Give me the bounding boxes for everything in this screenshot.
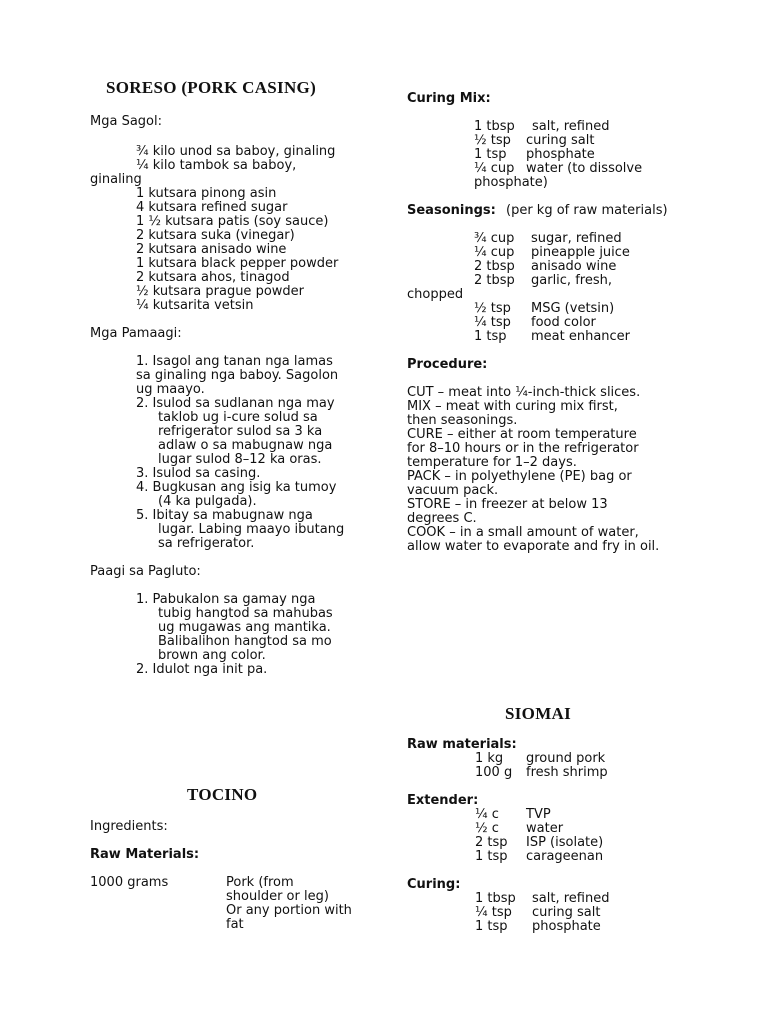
soreso-step: sa refrigerator. (158, 536, 255, 551)
soreso-ingredients-label: Mga Sagol: (90, 114, 162, 129)
procedure-line: vacuum pack. (407, 483, 499, 498)
soreso-ingredient: ¼ kutsarita vetsin (136, 298, 254, 313)
siomai-extender-qty: 2 tsp (475, 835, 508, 850)
procedure-label: Procedure: (407, 357, 488, 372)
seasonings-note: (per kg of raw materials) (506, 203, 668, 218)
seasoning-wrap: chopped (407, 287, 464, 302)
soreso-step: 4. Bugkusan ang isig ka tumoy (136, 480, 337, 495)
siomai-extender-item: ISP (isolate) (526, 835, 604, 850)
siomai-curing-qty: 1 tsp (475, 919, 508, 934)
siomai-raw-item: ground pork (526, 751, 606, 766)
curing-item: salt, refined (532, 119, 610, 134)
siomai-raw-qty: 1 kg (475, 751, 504, 766)
soreso-step: taklob ug i-cure solud sa (158, 410, 318, 425)
soreso-step: 5. Ibitay sa mabugnaw nga (136, 508, 313, 523)
seasonings-label: Seasonings: (407, 203, 496, 218)
tocino-raw-description: fat (226, 917, 244, 932)
seasoning-item: meat enhancer (531, 329, 631, 344)
seasoning-item: pineapple juice (531, 245, 630, 260)
tocino-ingredients-label: Ingredients: (90, 819, 168, 834)
seasoning-qty: ¼ cup (474, 245, 515, 260)
procedure-line: STORE – in freezer at below 13 (407, 497, 608, 512)
siomai-extender-label: Extender: (407, 793, 479, 808)
siomai-raw-item: fresh shrimp (526, 765, 608, 780)
seasoning-qty: 2 tbsp (474, 259, 515, 274)
curing-qty: ¼ cup (474, 161, 515, 176)
siomai-extender-qty: ½ c (475, 821, 499, 836)
soreso-ingredient: ginaling (90, 172, 142, 187)
soreso-cooking-step: 2. Idulot nga init pa. (136, 662, 268, 677)
seasoning-qty: ¾ cup (474, 231, 515, 246)
soreso-step: 1. Isagol ang tanan nga lamas (136, 354, 333, 369)
seasoning-item: anisado wine (531, 259, 617, 274)
soreso-step: refrigerator sulod sa 3 ka (158, 424, 323, 439)
siomai-extender-qty: 1 tsp (475, 849, 508, 864)
curing-wrap: phosphate) (474, 175, 548, 190)
soreso-title: SORESO (PORK CASING) (106, 78, 317, 97)
soreso-cooking-step: tubig hangtod sa mahubas (158, 606, 333, 621)
tocino-raw-description: shoulder or leg) (226, 889, 329, 904)
siomai-curing-label: Curing: (407, 877, 461, 892)
siomai-curing-qty: ¼ tsp (475, 905, 512, 920)
soreso-cooking-step: Balibalihon hangtod sa mo (158, 634, 332, 649)
siomai-extender-qty: ¼ c (475, 807, 499, 822)
siomai-extender-item: carageenan (526, 849, 604, 864)
soreso-step: adlaw o sa mabugnaw nga (158, 438, 333, 453)
soreso-step: (4 ka pulgada). (158, 494, 257, 509)
soreso-ingredient: 2 kutsara ahos, tinagod (136, 270, 290, 285)
seasoning-item: MSG (vetsin) (531, 301, 615, 316)
soreso-cooking-step: 1. Pabukalon sa gamay nga (136, 592, 316, 607)
tocino-raw-quantity: 1000 grams (90, 875, 169, 890)
soreso-step: 3. Isulod sa casing. (136, 466, 261, 481)
siomai-extender-item: TVP (526, 807, 551, 822)
siomai-raw-label: Raw materials: (407, 737, 517, 752)
soreso-step: ug maayo. (136, 382, 205, 397)
seasoning-item: garlic, fresh, (531, 273, 612, 288)
seasoning-qty: ¼ tsp (474, 315, 511, 330)
curing-item: phosphate (526, 147, 595, 162)
siomai-raw-qty: 100 g (475, 765, 513, 780)
procedure-line: PACK – in polyethylene (PE) bag or (407, 469, 632, 484)
soreso-ingredient: ¾ kilo unod sa baboy, ginaling (136, 144, 336, 159)
tocino-raw-description: Pork (from (226, 875, 294, 890)
seasoning-qty: ½ tsp (474, 301, 511, 316)
soreso-ingredient: 2 kutsara suka (vinegar) (136, 228, 295, 243)
seasoning-qty: 1 tsp (474, 329, 507, 344)
curing-item: curing salt (526, 133, 595, 148)
procedure-line: COOK – in a small amount of water, (407, 525, 639, 540)
curing-qty: 1 tsp (474, 147, 507, 162)
soreso-ingredient: 2 kutsara anisado wine (136, 242, 287, 257)
soreso-ingredient: 1 kutsara pinong asin (136, 186, 277, 201)
soreso-ingredient: ½ kutsara prague powder (136, 284, 304, 299)
siomai-title: SIOMAI (505, 704, 572, 723)
seasoning-item: food color (531, 315, 596, 330)
tocino-raw-description: Or any portion with (226, 903, 352, 918)
procedure-line: allow water to evaporate and fry in oil. (407, 539, 660, 554)
seasoning-item: sugar, refined (531, 231, 622, 246)
procedure-line: MIX – meat with curing mix first, (407, 399, 618, 414)
soreso-step: 2. Isulod sa sudlanan nga may (136, 396, 335, 411)
soreso-ingredient: ¼ kilo tambok sa baboy, (136, 158, 297, 173)
siomai-curing-item: curing salt (532, 905, 601, 920)
curing-item: water (to dissolve (526, 161, 643, 176)
soreso-steps-label: Mga Pamaagi: (90, 326, 182, 341)
procedure-line: then seasonings. (407, 413, 518, 428)
curing-qty: 1 tbsp (474, 119, 515, 134)
siomai-extender-item: water (526, 821, 564, 836)
procedure-line: for 8–10 hours or in the refrigerator (407, 441, 639, 456)
soreso-ingredient: 4 kutsara refined sugar (136, 200, 288, 215)
soreso-step: sa ginaling nga baboy. Sagolon (136, 368, 339, 383)
procedure-line: temperature for 1–2 days. (407, 455, 577, 470)
tocino-raw-materials-label: Raw Materials: (90, 847, 200, 862)
soreso-cooking-label: Paagi sa Pagluto: (90, 564, 201, 579)
soreso-cooking-step: brown ang color. (158, 648, 266, 663)
seasoning-qty: 2 tbsp (474, 273, 515, 288)
procedure-line: degrees C. (407, 511, 477, 526)
procedure-line: CUT – meat into ¼-inch-thick slices. (407, 385, 641, 400)
siomai-curing-qty: 1 tbsp (475, 891, 516, 906)
siomai-curing-item: salt, refined (532, 891, 610, 906)
tocino-title: TOCINO (187, 785, 258, 804)
soreso-step: lugar. Labing maayo ibutang (158, 522, 345, 537)
soreso-ingredient: 1 kutsara black pepper powder (136, 256, 339, 271)
siomai-curing-item: phosphate (532, 919, 601, 934)
soreso-ingredient: 1 ½ kutsara patis (soy sauce) (136, 214, 329, 229)
procedure-line: CURE – either at room temperature (407, 427, 637, 442)
soreso-step: lugar sulod 8–12 ka oras. (158, 452, 322, 467)
curing-qty: ½ tsp (474, 133, 511, 148)
soreso-cooking-step: ug mugawas ang mantika. (158, 620, 331, 635)
curing-mix-label: Curing Mix: (407, 91, 491, 106)
